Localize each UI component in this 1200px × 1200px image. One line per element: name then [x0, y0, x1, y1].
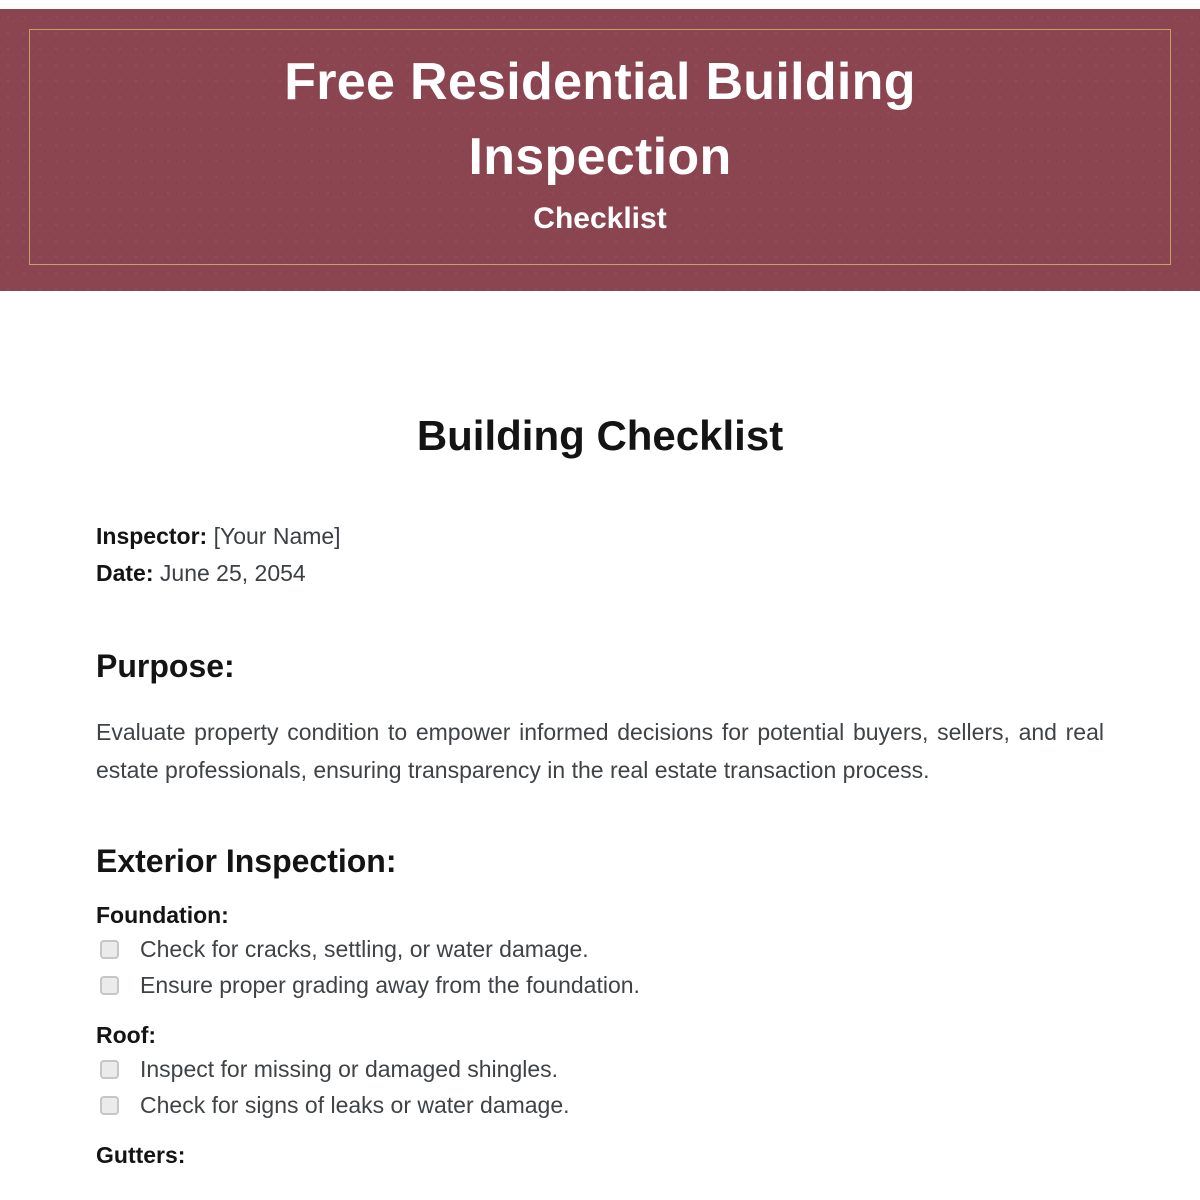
date-row — [96, 555, 1104, 592]
checkbox[interactable] — [100, 1096, 119, 1115]
banner-subtitle: Checklist — [533, 201, 667, 235]
document-body — [0, 407, 1200, 1171]
banner-title-line1: Free Residential Building — [284, 53, 916, 111]
checklist-group-label: Gutters: — [96, 1142, 186, 1169]
date-label: Date: — [96, 559, 154, 586]
inspector-label: Inspector: — [96, 522, 208, 549]
banner-inner — [0, 9, 1200, 236]
banner-title-line2: Inspection — [468, 128, 732, 187]
date-value: June 25, 2054 — [159, 559, 306, 586]
checklist-item — [96, 967, 1104, 1003]
checklist-group-roof — [96, 1019, 1104, 1123]
inspector-row — [96, 518, 1104, 555]
checkbox[interactable] — [100, 976, 119, 995]
checklist-item-text: Check for cracks, settling, or water damage. — [140, 936, 589, 963]
checklist-item — [96, 1087, 1104, 1123]
purpose-paragraph: Evaluate property condition to empower informed decisions for potential buyers, sellers, and real estate professionals, ensuring transparency in the real estate transaction process. — [96, 718, 1104, 783]
checkbox[interactable] — [100, 1060, 119, 1079]
checklist-group-gutters — [96, 1139, 1104, 1171]
checklist-item-text: Ensure proper grading away from the foundation. — [140, 972, 640, 999]
checklist-item — [96, 1051, 1104, 1087]
document-title: Building Checklist — [416, 412, 784, 459]
checklist-group-foundation — [96, 899, 1104, 1003]
document-meta — [96, 518, 1104, 592]
banner — [0, 9, 1200, 291]
page — [0, 9, 1200, 1200]
checklist-item — [96, 931, 1104, 967]
banner-title — [0, 45, 1200, 196]
checklist-item-text: Check for signs of leaks or water damage. — [140, 1092, 570, 1119]
checklist-item-text: Inspect for missing or damaged shingles. — [140, 1056, 559, 1083]
checklist-group-label: Roof: — [96, 1022, 157, 1049]
checkbox[interactable] — [100, 940, 119, 959]
inspector-value: [Your Name] — [213, 522, 341, 549]
exterior-inspection-heading: Exterior Inspection: — [96, 842, 397, 879]
purpose-heading: Purpose: — [96, 647, 235, 684]
checklist-group-label: Foundation: — [96, 902, 229, 929]
